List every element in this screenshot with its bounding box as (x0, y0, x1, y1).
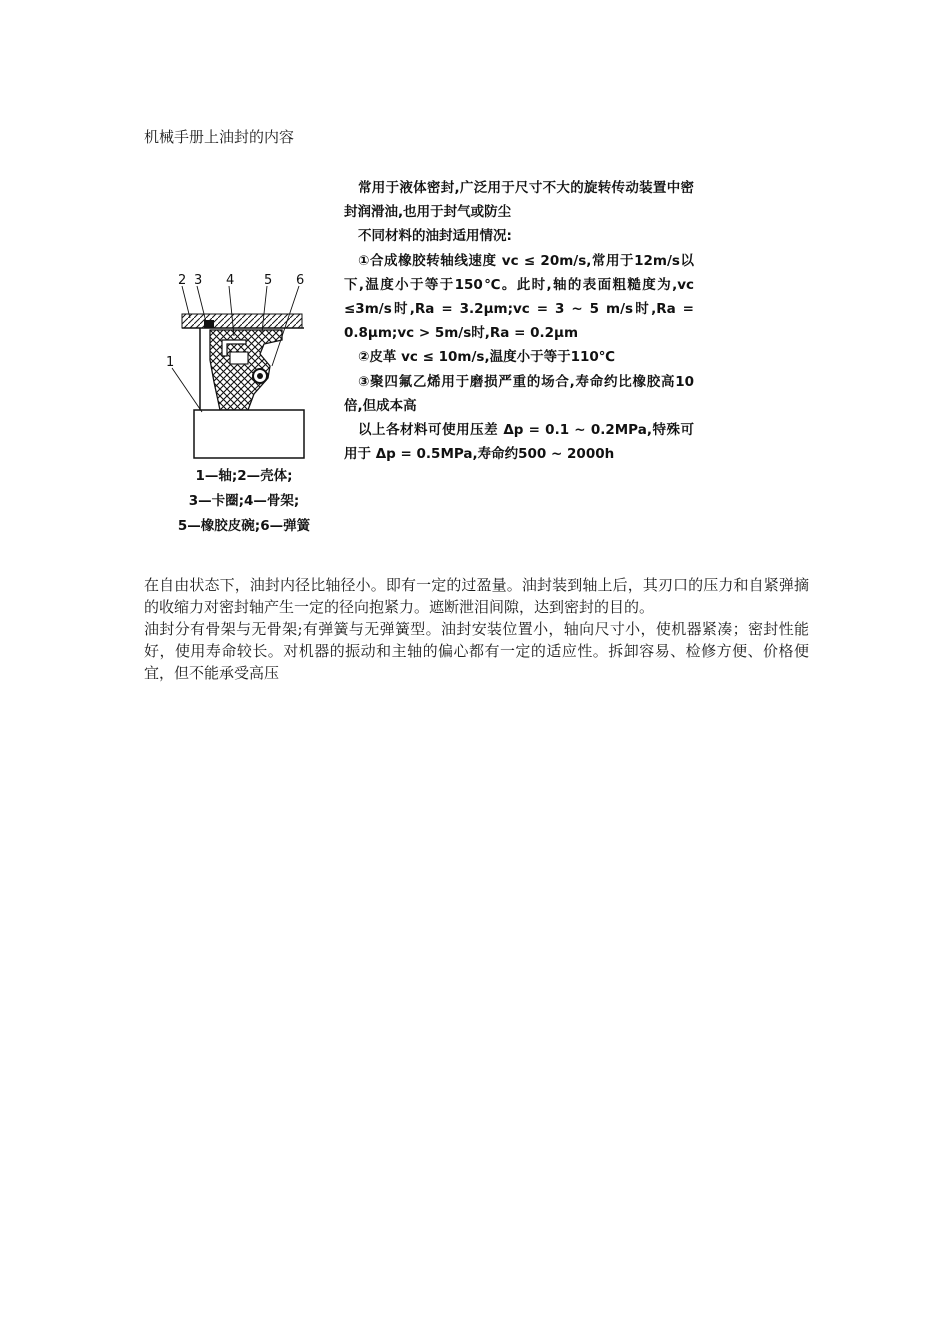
note-paragraph: ②皮革 vc ≤ 10m/s,温度小于等于110℃ (358, 349, 616, 366)
part-label-2: 2 (178, 273, 187, 288)
seal-notes (344, 176, 694, 466)
body-paragraph: 油封分有骨架与无骨架;有弹簧与无弹簧型。油封安装位置小，轴向尺寸小，使机器紧凑；密封性能好，使用寿命较长。对机器的振动和主轴的偏心都有一定的适应性。拆卸容易、检修方便、价格便宜，但不能承受高压 (144, 620, 809, 682)
oil-seal-diagram (164, 270, 314, 460)
note-paragraph: ①合成橡胶转轴线速度 vc ≤ 20m/s,常用于12m/s以下,温度小于等于150℃。此时,轴的表面粗糙度为,vc ≤3m/s时,Ra = 3.2μm;vc = 3 ~ 5 m/s时,Ra = 0.8μm;vc > 5m/s时,Ra = 0.2μm (344, 252, 694, 342)
figure-block (144, 170, 704, 558)
legend-line: 5—橡胶皮碗;6—弹簧 (177, 518, 311, 534)
legend-line: 3—卡圈;4—骨架; (188, 493, 300, 509)
body-text (144, 574, 809, 684)
figure-legend (144, 464, 344, 539)
page-title: 机械手册上油封的内容 (144, 128, 295, 146)
body-paragraph: 在自由状态下，油封内径比轴径小。即有一定的过盈量。油封装到轴上后，其刃口的压力和自紧弹摘的收缩力对密封轴产生一定的径向抱紧力。遮断泄泪间隙，达到密封的目的。 (144, 576, 809, 616)
note-paragraph: 以上各材料可使用压差 Δp = 0.1 ~ 0.2MPa,特殊可用于 Δp = 0.5MPa,寿命约500 ~ 2000h (344, 422, 694, 463)
part-label-5: 5 (264, 273, 273, 288)
garter-spring-core (257, 373, 263, 379)
skeleton-flange (230, 352, 248, 364)
legend-line: 1—轴;2—壳体; (195, 468, 293, 484)
note-paragraph: ③聚四氟乙烯用于磨损严重的场合,寿命约比橡胶高10倍,但成本高 (344, 373, 694, 414)
note-paragraph: 常用于液体密封,广泛用于尺寸不大的旋转传动装置中密封润滑油,也用于封气或防尘 (344, 180, 694, 221)
part-label-3: 3 (194, 273, 203, 288)
shaft (194, 410, 304, 458)
part-label-6: 6 (296, 273, 305, 288)
part-label-1: 1 (166, 355, 175, 370)
part-label-4: 4 (226, 273, 235, 288)
note-paragraph: 不同材料的油封适用情况: (358, 228, 512, 245)
